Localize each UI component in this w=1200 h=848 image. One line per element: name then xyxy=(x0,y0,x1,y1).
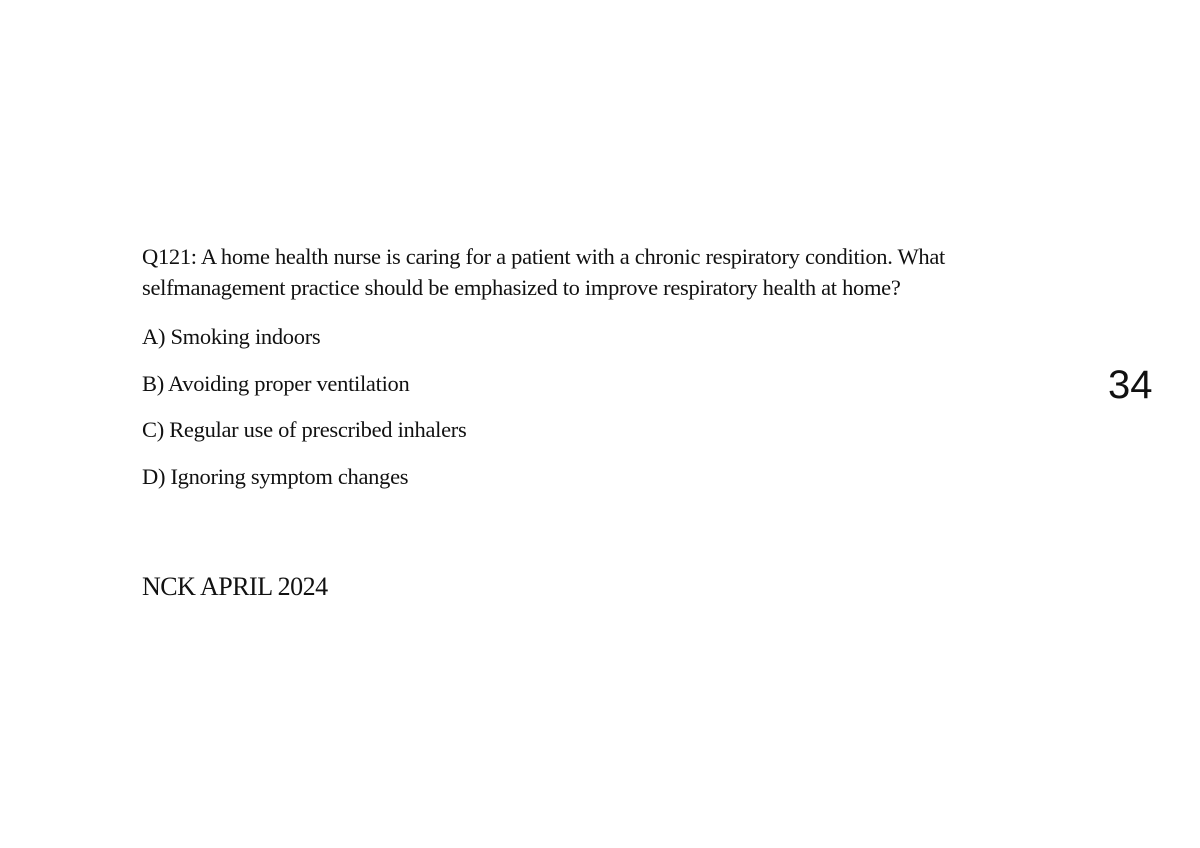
question-text: Q121: A home health nurse is caring for a patient with a chronic respiratory condition. What selfmanagement practice should be emphasized to improve respiratory health at home? xyxy=(142,244,946,300)
option-b: B) Avoiding proper ventilation xyxy=(142,371,410,396)
exam-label: NCK APRIL 2024 xyxy=(142,572,328,601)
option-c: C) Regular use of prescribed inhalers xyxy=(142,417,467,442)
question-block xyxy=(142,241,1062,489)
option-a: A) Smoking indoors xyxy=(142,324,321,349)
page-number: 34 xyxy=(1108,363,1153,407)
option-d: D) Ignoring symptom changes xyxy=(142,464,409,489)
